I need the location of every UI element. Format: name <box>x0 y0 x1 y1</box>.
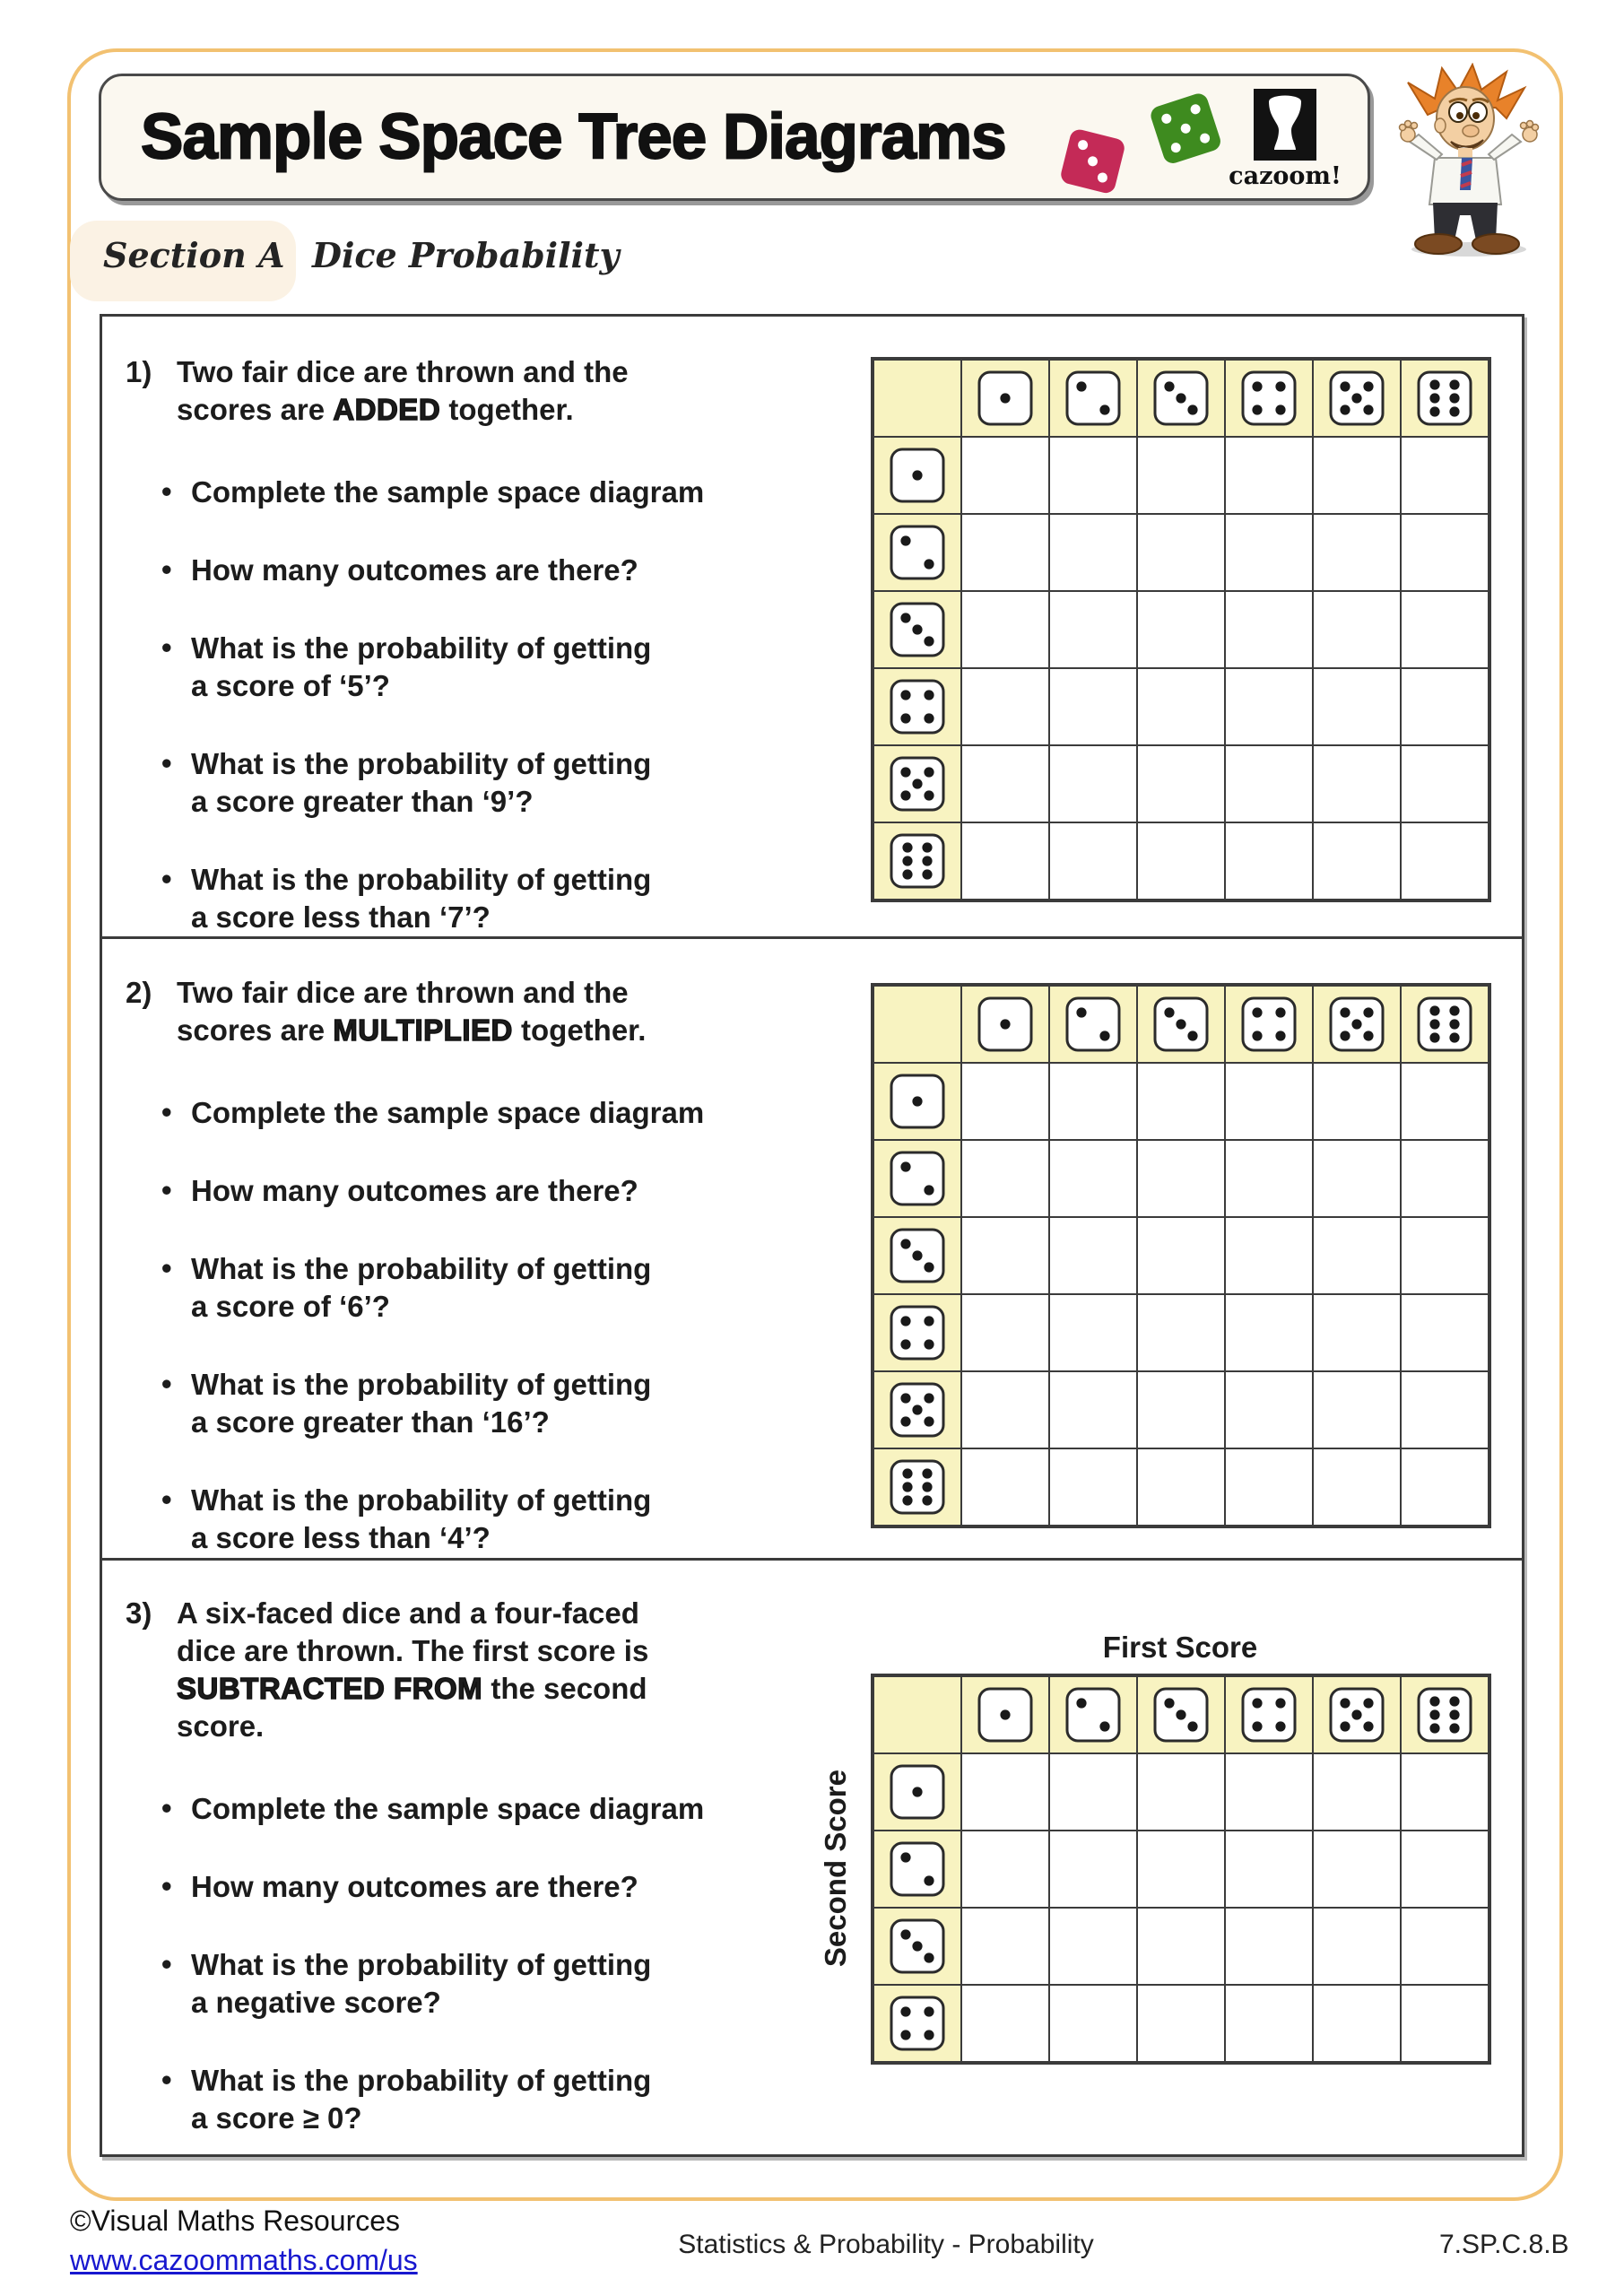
grid-col-header-die-4 <box>1225 360 1313 437</box>
question-bullet <box>161 1366 856 1441</box>
grid-cell-r3c3 <box>1137 1908 1225 1985</box>
question-intro <box>126 974 856 1049</box>
grid-cell-r2c4 <box>1225 514 1313 591</box>
bullet-icon: • <box>161 1095 172 1128</box>
grid-row-header-die-5 <box>873 1371 961 1448</box>
bullet-icon: • <box>161 1947 172 1980</box>
grid-cell-r3c1 <box>961 591 1049 668</box>
grid-row-header-die-1 <box>873 437 961 514</box>
question-bullet <box>161 1946 856 2022</box>
grid-cell-r3c1 <box>961 1217 1049 1294</box>
question-bullet <box>161 474 856 511</box>
bullet-line: Complete the sample space diagram <box>191 475 705 509</box>
grid-cell-r4c6 <box>1401 1985 1489 2062</box>
die-4-icon <box>1240 996 1298 1053</box>
grid-corner-cell <box>873 360 961 437</box>
grid-col-header-die-3 <box>1137 360 1225 437</box>
grid-cell-r3c2 <box>1049 591 1137 668</box>
grid-cell-r4c2 <box>1049 1294 1137 1371</box>
question-bullet <box>161 1172 856 1210</box>
grid-col-header-die-2 <box>1049 986 1137 1063</box>
grid-cell-r2c1 <box>961 1140 1049 1217</box>
footer-copyright: ©Visual Maths Resources <box>70 2205 401 2237</box>
grid-cell-r4c6 <box>1401 668 1489 745</box>
question-intro-line: scores are ADDED together. <box>177 393 574 426</box>
die-3-icon <box>889 1227 946 1284</box>
question-bullet-list <box>126 1094 856 1557</box>
bullet-line: What is the probability of getting <box>191 863 652 896</box>
grid-cell-r1c5 <box>1313 437 1401 514</box>
grid-row-header-die-2 <box>873 1140 961 1217</box>
bullet-icon: • <box>161 631 172 664</box>
grid-cell-r6c3 <box>1137 822 1225 900</box>
grid-cell-r4c5 <box>1313 1294 1401 1371</box>
grid-cell-r1c2 <box>1049 437 1137 514</box>
grid-row-header-die-3 <box>873 591 961 668</box>
dice-pair-icon <box>1050 78 1229 196</box>
grid-cell-r4c3 <box>1137 1294 1225 1371</box>
grid-row-header-die-6 <box>873 1448 961 1526</box>
grid-cell-r5c4 <box>1225 745 1313 822</box>
grid-cell-r5c3 <box>1137 745 1225 822</box>
die-2-icon <box>889 524 946 581</box>
grid-col-header-die-4 <box>1225 1676 1313 1753</box>
die-6-icon <box>1416 996 1473 1053</box>
grid-cell-r3c6 <box>1401 1908 1489 1985</box>
cartoon-teacher-character <box>1395 63 1542 260</box>
die-1-icon <box>889 447 946 504</box>
grid-cell-r1c6 <box>1401 1063 1489 1140</box>
bullet-line: Complete the sample space diagram <box>191 1096 705 1129</box>
grid-cell-r3c3 <box>1137 1217 1225 1294</box>
question-bullet <box>161 630 856 705</box>
die-1-icon <box>977 996 1034 1053</box>
question-intro-line: Two fair dice are thrown and the <box>177 355 629 388</box>
grid-cell-r6c2 <box>1049 822 1137 900</box>
grid-cell-r2c2 <box>1049 1140 1137 1217</box>
bullet-line: How many outcomes are there? <box>191 1174 638 1207</box>
grid-cell-r4c5 <box>1313 1985 1401 2062</box>
cazoom-logo <box>1227 89 1343 193</box>
grid-row-header-die-2 <box>873 1831 961 1908</box>
question-intro-line: score. <box>177 1709 265 1743</box>
grid-cell-r2c1 <box>961 1831 1049 1908</box>
question-2 <box>126 974 856 1557</box>
die-4-icon <box>1240 370 1298 427</box>
grid-col-header-die-5 <box>1313 1676 1401 1753</box>
grid-col-header-die-3 <box>1137 1676 1225 1753</box>
question-intro-line: scores are MULTIPLIED together. <box>177 1013 647 1047</box>
die-2-icon <box>889 1840 946 1898</box>
question-bullet <box>161 1790 856 1828</box>
grid-cell-r2c4 <box>1225 1140 1313 1217</box>
question-bullet <box>161 1868 856 1906</box>
die-6-icon <box>1416 370 1473 427</box>
grid-cell-r2c6 <box>1401 1140 1489 1217</box>
bullet-line: What is the probability of getting <box>191 1948 652 1981</box>
footer-website-link[interactable]: www.cazoommaths.com/us <box>70 2244 418 2276</box>
grid-cell-r4c5 <box>1313 668 1401 745</box>
grid-cell-r3c5 <box>1313 1908 1401 1985</box>
die-3-icon <box>889 1918 946 1975</box>
grid-cell-r6c6 <box>1401 822 1489 900</box>
grid-cell-r5c6 <box>1401 1371 1489 1448</box>
grid-cell-r4c1 <box>961 668 1049 745</box>
grid-cell-r3c1 <box>961 1908 1049 1985</box>
grid-col-header-die-5 <box>1313 986 1401 1063</box>
grid-cell-r6c3 <box>1137 1448 1225 1526</box>
grid-cell-r3c2 <box>1049 1217 1137 1294</box>
question-bullet <box>161 861 856 936</box>
grid-cell-r2c6 <box>1401 514 1489 591</box>
grid-cell-r2c3 <box>1137 1140 1225 1217</box>
grid-cell-r1c3 <box>1137 1063 1225 1140</box>
grid-cell-r1c1 <box>961 1753 1049 1831</box>
grid-cell-r2c6 <box>1401 1831 1489 1908</box>
question-number: 3) <box>126 1596 152 1630</box>
bullet-icon: • <box>161 1251 172 1284</box>
cazoom-drum-icon <box>1254 89 1316 161</box>
grid-cell-r3c2 <box>1049 1908 1137 1985</box>
grid-col-header-die-3 <box>1137 986 1225 1063</box>
grid-cell-r4c4 <box>1225 1294 1313 1371</box>
bullet-line: a score ≥ 0? <box>191 2101 362 2135</box>
grid-cell-r6c6 <box>1401 1448 1489 1526</box>
grid-cell-r2c2 <box>1049 514 1137 591</box>
bullet-icon: • <box>161 862 172 895</box>
grid-cell-r6c5 <box>1313 1448 1401 1526</box>
grid-cell-r6c4 <box>1225 1448 1313 1526</box>
grid-cell-r6c2 <box>1049 1448 1137 1526</box>
grid-cell-r3c5 <box>1313 1217 1401 1294</box>
question-intro <box>126 1595 856 1745</box>
die-1-icon <box>889 1763 946 1821</box>
bullet-line: What is the probability of getting <box>191 1483 652 1517</box>
bullet-line: a negative score? <box>191 1986 441 2019</box>
question-number: 2) <box>126 976 152 1009</box>
bullet-line: What is the probability of getting <box>191 2064 652 2097</box>
die-2-icon <box>1064 996 1122 1053</box>
die-2-icon <box>1064 1686 1122 1744</box>
grid-cell-r2c3 <box>1137 1831 1225 1908</box>
bullet-icon: • <box>161 1791 172 1824</box>
bullet-line: What is the probability of getting <box>191 1252 652 1285</box>
die-5-icon <box>1328 370 1385 427</box>
die-5-icon <box>1328 1686 1385 1744</box>
section-label: Section A <box>103 235 285 275</box>
grid-cell-r2c1 <box>961 514 1049 591</box>
die-1-icon <box>889 1073 946 1130</box>
section-divider <box>100 936 1524 939</box>
grid-row-header-die-6 <box>873 822 961 900</box>
grid-cell-r2c5 <box>1313 1831 1401 1908</box>
grid-cell-r4c4 <box>1225 668 1313 745</box>
grid-col-header-die-5 <box>1313 360 1401 437</box>
grid-cell-r2c3 <box>1137 514 1225 591</box>
grid-col-header-die-6 <box>1401 986 1489 1063</box>
grid-cell-r6c1 <box>961 822 1049 900</box>
grid-col-header-die-1 <box>961 986 1049 1063</box>
grid-cell-r1c5 <box>1313 1063 1401 1140</box>
grid-cell-r5c3 <box>1137 1371 1225 1448</box>
first-score-label: First Score <box>1102 1631 1258 1664</box>
bullet-line: a score greater than ‘16’? <box>191 1405 550 1439</box>
grid-row-header-die-1 <box>873 1063 961 1140</box>
question-1 <box>126 353 856 936</box>
grid-cell-r1c6 <box>1401 1753 1489 1831</box>
grid-cell-r6c4 <box>1225 822 1313 900</box>
grid-col-header-die-4 <box>1225 986 1313 1063</box>
grid-cell-r6c5 <box>1313 822 1401 900</box>
sample-space-grid-3 <box>871 1674 1491 2065</box>
grid-row-header-die-4 <box>873 1985 961 2062</box>
grid-row-header-die-1 <box>873 1753 961 1831</box>
question-number: 1) <box>126 355 152 388</box>
bullet-icon: • <box>161 552 172 586</box>
grid-cell-r5c1 <box>961 1371 1049 1448</box>
grid-col-header-die-6 <box>1401 360 1489 437</box>
bullet-icon: • <box>161 1869 172 1902</box>
bullet-line: a score of ‘5’? <box>191 669 390 702</box>
grid-row-header-die-4 <box>873 668 961 745</box>
grid-cell-r3c3 <box>1137 591 1225 668</box>
title-banner <box>99 74 1370 201</box>
grid-cell-r1c6 <box>1401 437 1489 514</box>
grid-row-header-die-3 <box>873 1908 961 1985</box>
die-2-icon <box>889 1150 946 1207</box>
grid-corner-cell <box>873 986 961 1063</box>
grid-cell-r5c5 <box>1313 1371 1401 1448</box>
grid-cell-r1c1 <box>961 1063 1049 1140</box>
grid-cell-r1c5 <box>1313 1753 1401 1831</box>
question-intro <box>126 353 856 429</box>
grid-col-header-die-1 <box>961 1676 1049 1753</box>
grid-cell-r5c2 <box>1049 1371 1137 1448</box>
bullet-icon: • <box>161 474 172 508</box>
bullet-line: Complete the sample space diagram <box>191 1792 705 1825</box>
bullet-line: a score less than ‘4’? <box>191 1521 491 1554</box>
grid-cell-r3c6 <box>1401 591 1489 668</box>
grid-cell-r2c5 <box>1313 514 1401 591</box>
die-4-icon <box>889 1995 946 2052</box>
question-bullet <box>161 1250 856 1326</box>
grid-cell-r5c6 <box>1401 745 1489 822</box>
grid-cell-r5c1 <box>961 745 1049 822</box>
footer-topic: Statistics & Probability - Probability <box>678 2230 1094 2259</box>
grid-col-header-die-2 <box>1049 1676 1137 1753</box>
sample-space-grid-2 <box>871 983 1491 1528</box>
die-6-icon <box>1416 1686 1473 1744</box>
grid-row-header-die-4 <box>873 1294 961 1371</box>
bullet-line: How many outcomes are there? <box>191 553 638 587</box>
bullet-icon: • <box>161 2063 172 2096</box>
sample-space-grid-1 <box>871 357 1491 902</box>
grid-cell-r1c4 <box>1225 437 1313 514</box>
grid-col-header-die-2 <box>1049 360 1137 437</box>
grid-cell-r1c3 <box>1137 437 1225 514</box>
die-5-icon <box>889 1381 946 1439</box>
grid-cell-r4c2 <box>1049 668 1137 745</box>
grid-cell-r4c6 <box>1401 1294 1489 1371</box>
die-5-icon <box>1328 996 1385 1053</box>
die-3-icon <box>1152 1686 1210 1744</box>
grid-row-header-die-5 <box>873 745 961 822</box>
die-4-icon <box>889 1304 946 1361</box>
die-2-icon <box>1064 370 1122 427</box>
bullet-icon: • <box>161 746 172 779</box>
grid-cell-r4c2 <box>1049 1985 1137 2062</box>
grid-cell-r1c3 <box>1137 1753 1225 1831</box>
logo-wordmark: cazoom! <box>1229 162 1342 190</box>
grid-cell-r5c2 <box>1049 745 1137 822</box>
page-title: Sample Space Tree Diagrams <box>141 101 1006 173</box>
grid-cell-r1c2 <box>1049 1063 1137 1140</box>
die-4-icon <box>1240 1686 1298 1744</box>
grid-cell-r1c2 <box>1049 1753 1137 1831</box>
question-intro-line: Two fair dice are thrown and the <box>177 976 629 1009</box>
grid-cell-r4c3 <box>1137 668 1225 745</box>
grid-cell-r3c4 <box>1225 591 1313 668</box>
grid-cell-r1c1 <box>961 437 1049 514</box>
grid-cell-r3c4 <box>1225 1217 1313 1294</box>
grid-cell-r5c4 <box>1225 1371 1313 1448</box>
bullet-line: How many outcomes are there? <box>191 1870 638 1903</box>
grid-cell-r2c5 <box>1313 1140 1401 1217</box>
bullet-icon: • <box>161 1173 172 1206</box>
die-1-icon <box>977 1686 1034 1744</box>
die-3-icon <box>1152 996 1210 1053</box>
footer-standard-code: 7.SP.C.8.B <box>1439 2230 1569 2259</box>
grid-col-header-die-6 <box>1401 1676 1489 1753</box>
die-3-icon <box>889 601 946 658</box>
question-bullet <box>161 1094 856 1132</box>
question-bullet <box>161 2062 856 2137</box>
bullet-line: a score less than ‘7’? <box>191 900 491 934</box>
question-intro-line: dice are thrown. The first score is <box>177 1634 649 1667</box>
grid-row-header-die-2 <box>873 514 961 591</box>
bullet-icon: • <box>161 1367 172 1400</box>
die-5-icon <box>889 755 946 813</box>
grid-cell-r6c1 <box>961 1448 1049 1526</box>
grid-cell-r4c1 <box>961 1985 1049 2062</box>
question-intro-line: SUBTRACTED FROM the second <box>177 1672 647 1705</box>
die-6-icon <box>889 832 946 890</box>
bullet-line: What is the probability of getting <box>191 747 652 780</box>
question-bullet-list <box>126 474 856 936</box>
grid-cell-r3c5 <box>1313 591 1401 668</box>
grid-cell-r3c4 <box>1225 1908 1313 1985</box>
die-4-icon <box>889 678 946 735</box>
bullet-icon: • <box>161 1483 172 1516</box>
section-divider <box>100 1558 1524 1561</box>
question-bullet <box>161 1482 856 1557</box>
bullet-line: What is the probability of getting <box>191 1368 652 1401</box>
second-score-label: Second Score <box>819 1769 852 1968</box>
question-intro-line: A six-faced dice and a four-faced <box>177 1596 639 1630</box>
grid-row-header-die-3 <box>873 1217 961 1294</box>
grid-col-header-die-1 <box>961 360 1049 437</box>
grid-cell-r4c4 <box>1225 1985 1313 2062</box>
grid-cell-r1c4 <box>1225 1753 1313 1831</box>
question-3 <box>126 1595 856 2137</box>
bullet-line: a score greater than ‘9’? <box>191 785 534 818</box>
section-title: Dice Probability <box>312 235 620 275</box>
grid-cell-r3c6 <box>1401 1217 1489 1294</box>
bullet-line: What is the probability of getting <box>191 631 652 665</box>
die-6-icon <box>889 1458 946 1516</box>
question-bullet <box>161 745 856 821</box>
grid-cell-r1c4 <box>1225 1063 1313 1140</box>
grid-corner-cell <box>873 1676 961 1753</box>
grid-cell-r2c2 <box>1049 1831 1137 1908</box>
grid-cell-r2c4 <box>1225 1831 1313 1908</box>
question-bullet-list <box>126 1790 856 2137</box>
grid-cell-r5c5 <box>1313 745 1401 822</box>
grid-cell-r4c3 <box>1137 1985 1225 2062</box>
die-3-icon <box>1152 370 1210 427</box>
die-1-icon <box>977 370 1034 427</box>
bullet-line: a score of ‘6’? <box>191 1290 390 1323</box>
question-bullet <box>161 552 856 589</box>
grid-cell-r4c1 <box>961 1294 1049 1371</box>
